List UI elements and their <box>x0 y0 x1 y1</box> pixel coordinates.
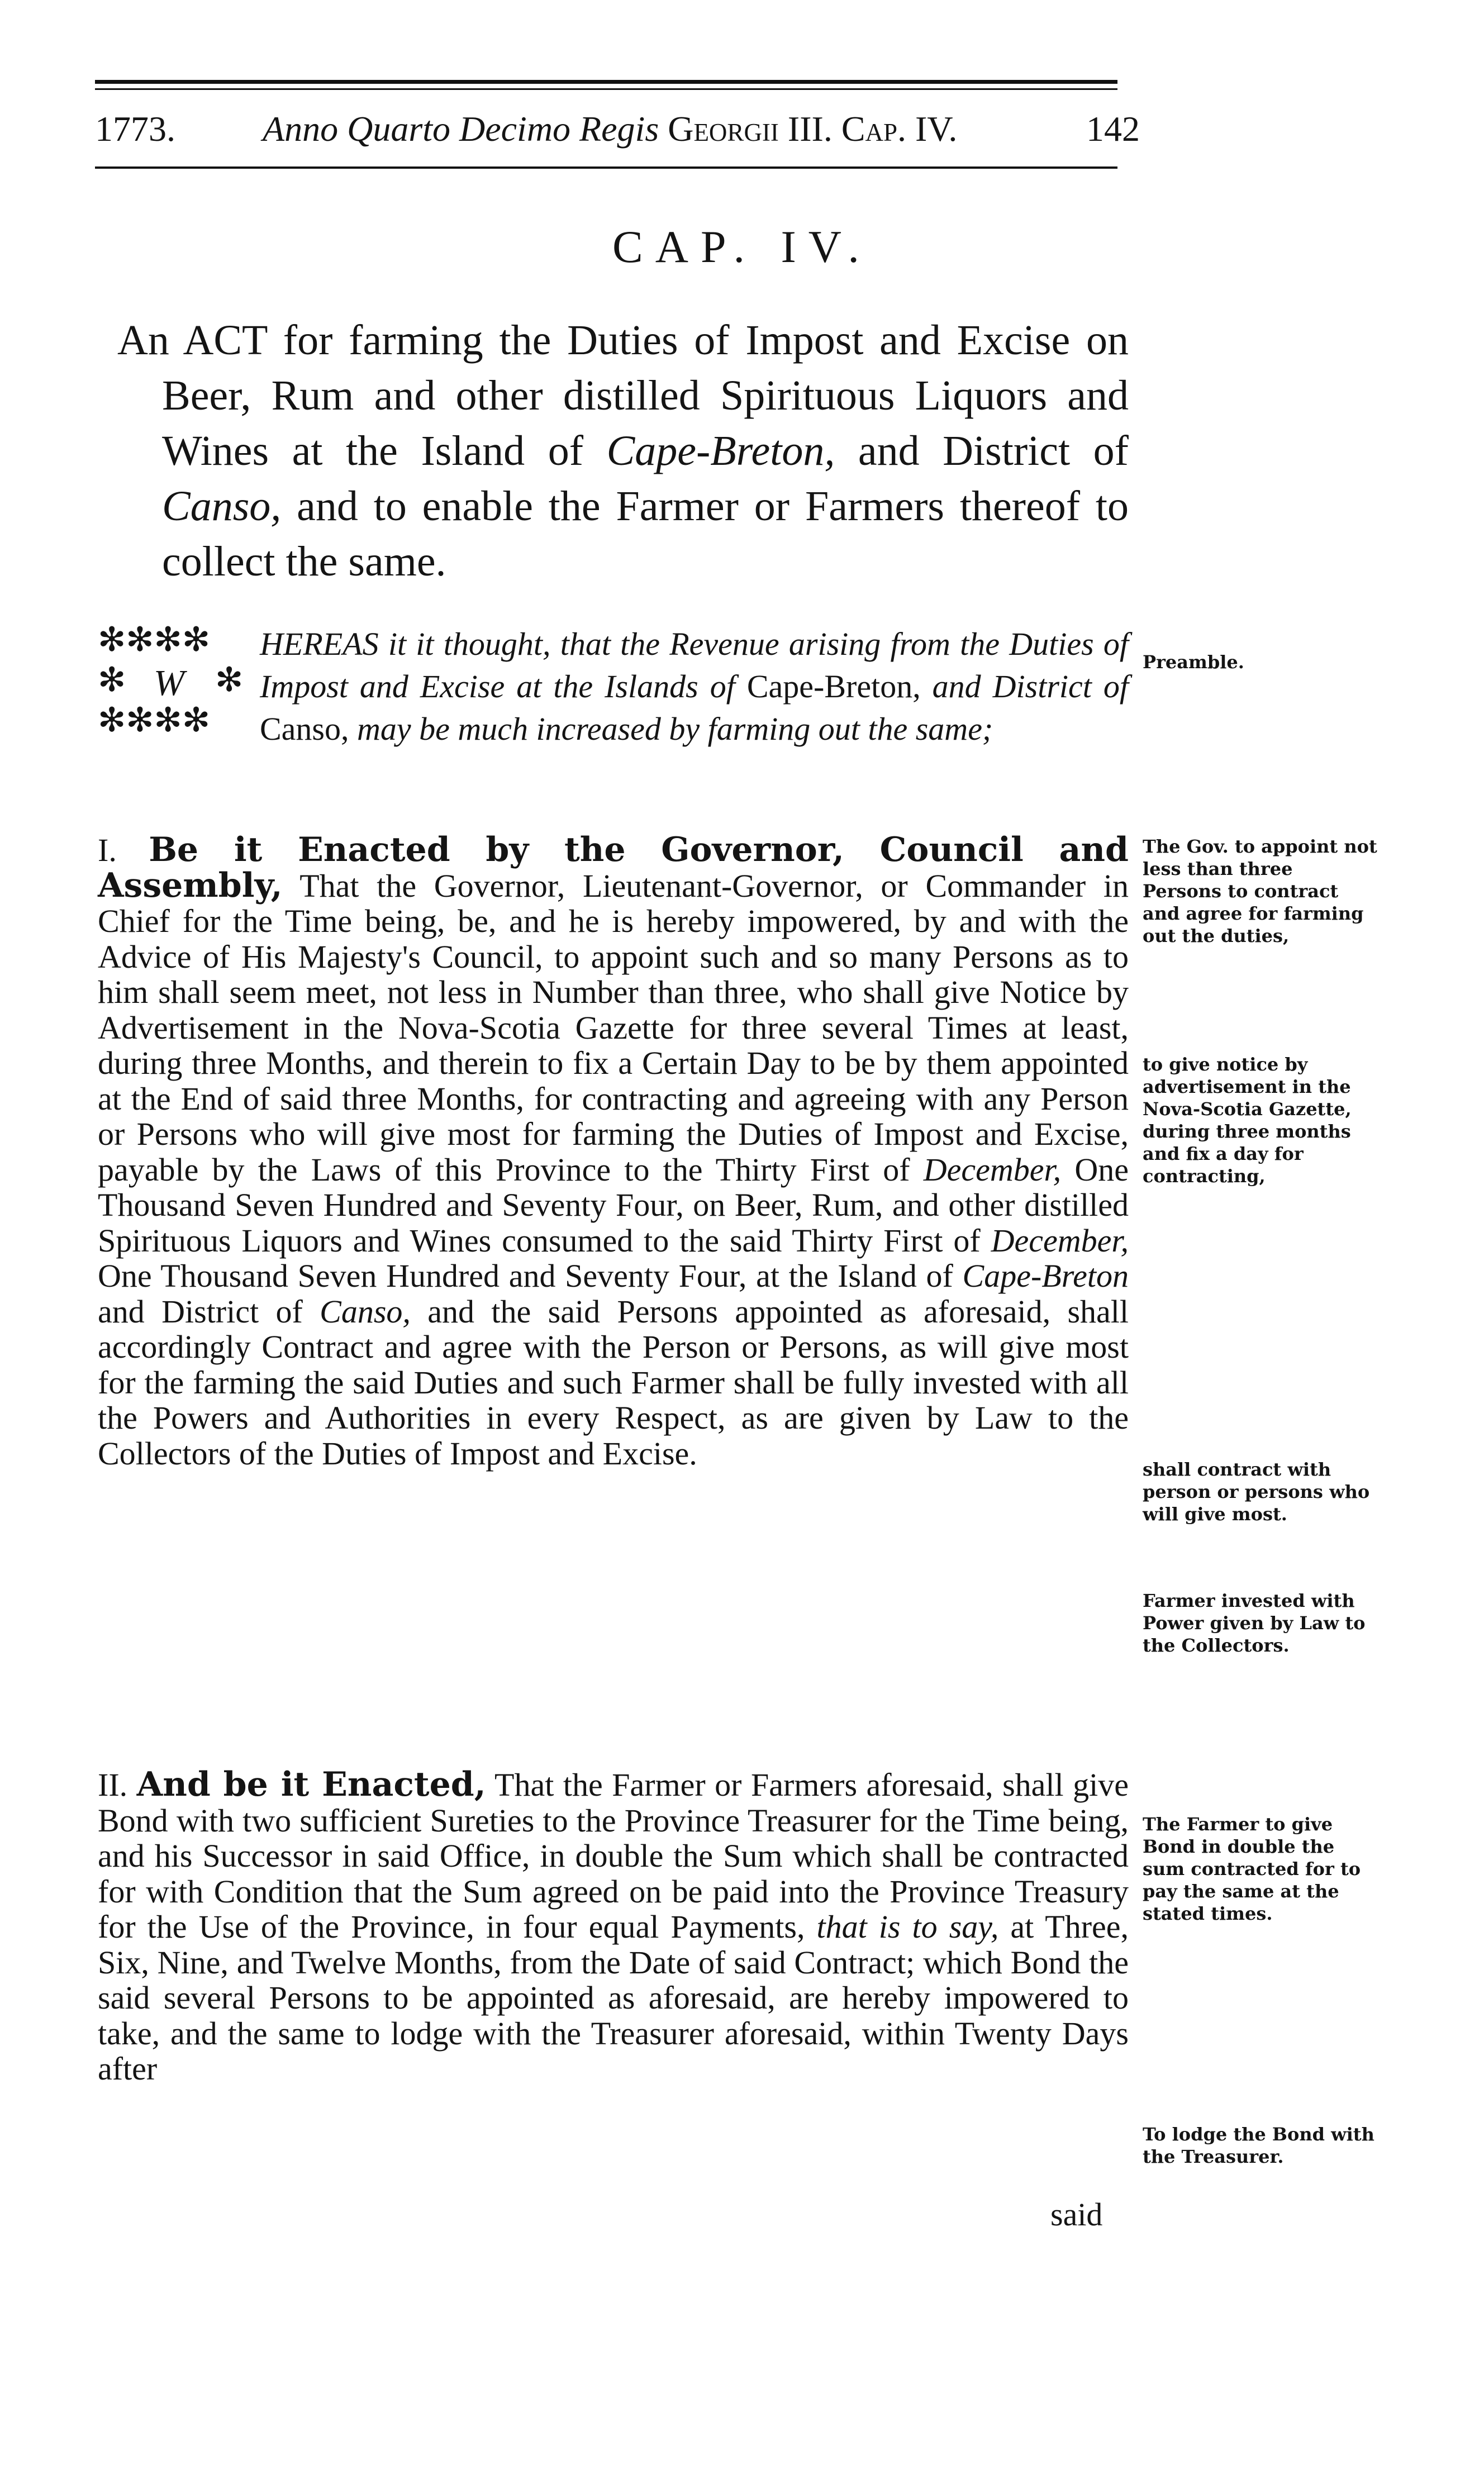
section-1-place2: Canso, <box>320 1293 411 1330</box>
section-1-text-a: That the Governor, Lieutenant-Governor, or Commander in Chief for the Time being, be, and he is hereby impowered, by and with the Advice of His Majesty's Council, to appoint such and so many Persons as to him shall seem meet, not less in Number than three, who shall give Notice by Advertisement in the Nova-Scotia Gazette for three several Times at least, during three Months, and therein to fix a Certain Day to be by them appointed at the End of said three Months, for contracting and agreeing with any Person or Persons who will give most for farming the Duties of Impost and Excise, payable by the Laws of this Province to the Thirty First of <box>98 867 1129 1188</box>
section-2-text-b: at Three, Six, Nine, and Twelve Months, from the Date of said Contract; which Bond the said several Persons to be appointed as aforesaid, are hereby impowered to take, and the same to lodge with the Treasurer aforesaid, within Twenty Days after <box>98 1909 1129 2087</box>
section-1-month1: December, <box>923 1151 1062 1188</box>
preamble-text-c: may be much increased by farming out the same; <box>349 711 993 747</box>
act-title-part3: and to enable the Farmer or Farmers thereof to collect the same. <box>162 483 1129 585</box>
section-2-enacting-clause: And be it Enacted, <box>136 1765 486 1804</box>
section-1-enacting-clause: Be it Enacted by the Governor, Council and Assembly, <box>98 830 1129 905</box>
margin-note: Preamble. <box>1143 651 1244 673</box>
section-2 <box>98 1767 1129 2087</box>
act-title-place2: Canso, <box>162 483 282 530</box>
star-ornament-icon: ✻✻✻✻ <box>98 620 211 659</box>
ornamental-initial <box>98 620 251 746</box>
section-1 <box>98 832 1129 1471</box>
act-title-part2: and District of <box>835 427 1129 474</box>
act-title <box>117 313 1129 589</box>
star-ornament-icon: ✻ <box>215 660 244 700</box>
star-ornament-icon: ✻✻✻✻ <box>98 701 211 740</box>
section-1-place1: Cape-Breton <box>962 1258 1129 1294</box>
preamble-text-a: HEREAS it it thought, that the Revenue arising from the Duties of Impost and Excise at the Islands of <box>260 626 1129 705</box>
running-head <box>95 101 1140 156</box>
initial-letter: W <box>154 663 184 703</box>
margin-note: To lodge the Bond with the Treasurer. <box>1143 2124 1374 2167</box>
act-title-place1: Cape-Breton, <box>606 427 835 474</box>
header-rule <box>95 166 1117 169</box>
running-head-title-italic: Anno Quarto Decimo Regis <box>263 109 659 149</box>
section-1-text-d: and District of <box>98 1293 320 1330</box>
chapter-heading: CAP. IV. <box>612 221 872 272</box>
act-title-part1: An ACT for farming the Duties of Impost and Excise on Beer, Rum and other distilled Spirituous Liquors and Wines at the Island of <box>117 317 1129 474</box>
section-1-number: I. <box>98 832 117 868</box>
section-1-text-e: and the said Persons appointed as aforesaid, shall accordingly Contract and agree with the Person or Persons, as will give most for the farming the said Duties and such Farmer shall be fully invested with all the Powers and Authorities in every Respect, as are given by Law to the Collectors of the Duties of Impost and Excise. <box>98 1293 1129 1472</box>
preamble-place1: Cape-Breton, <box>746 668 921 705</box>
section-1-month2: December, <box>991 1222 1129 1259</box>
running-head-year: 1773. <box>95 109 175 149</box>
preamble-text-b: and District of <box>920 668 1129 705</box>
preamble-place2: Canso, <box>260 711 349 747</box>
section-1-text-c: One Thousand Seven Hundred and Seventy Four, at the Island of <box>98 1258 963 1294</box>
preamble-text <box>260 623 1129 750</box>
running-head-title <box>263 108 957 150</box>
section-2-text-a: That the Farmer or Farmers aforesaid, shall give Bond with two sufficient Sureties to the Province Treasurer for the Time being, and his Successor in said Office, in double the Sum which shall be contracted for with Condition that the Sum agreed on be paid into the Province Treasury for the Use of the Province, in four equal Payments, <box>98 1767 1129 1945</box>
margin-note: Farmer invested with Power given by Law to the Collectors. <box>1143 1590 1366 1656</box>
margin-note: The Gov. to appoint not less than three Persons to contract and agree for farming out the duties, <box>1143 836 1377 946</box>
section-2-number: II. <box>98 1767 128 1803</box>
margin-note: The Farmer to give Bond in double the sum contracted for to pay the same at the stated times. <box>1143 1814 1361 1924</box>
section-2-that-is: that is to say, <box>816 1909 999 1945</box>
margin-note: shall contract with person or persons who will give most. <box>1143 1459 1370 1525</box>
margin-note: to give notice by advertisement in the Nova-Scotia Gazette, during three months and fix a day for contracting, <box>1143 1054 1352 1187</box>
page-number: 142 <box>1086 109 1140 149</box>
star-ornament-icon: ✻ <box>98 660 126 700</box>
top-rule <box>95 80 1117 84</box>
running-head-title-smallcaps: Georgii III. Cap. IV. <box>668 109 958 149</box>
top-rule-thin <box>95 88 1117 90</box>
section-1-text-b: One Thousand Seven Hundred and Seventy Four, on Beer, Rum, and other distilled Spirituous Liquors and Wines consumed to the said Thirty First of <box>98 1151 1129 1259</box>
preamble <box>98 620 1129 802</box>
catchword: said <box>1050 2196 1103 2233</box>
